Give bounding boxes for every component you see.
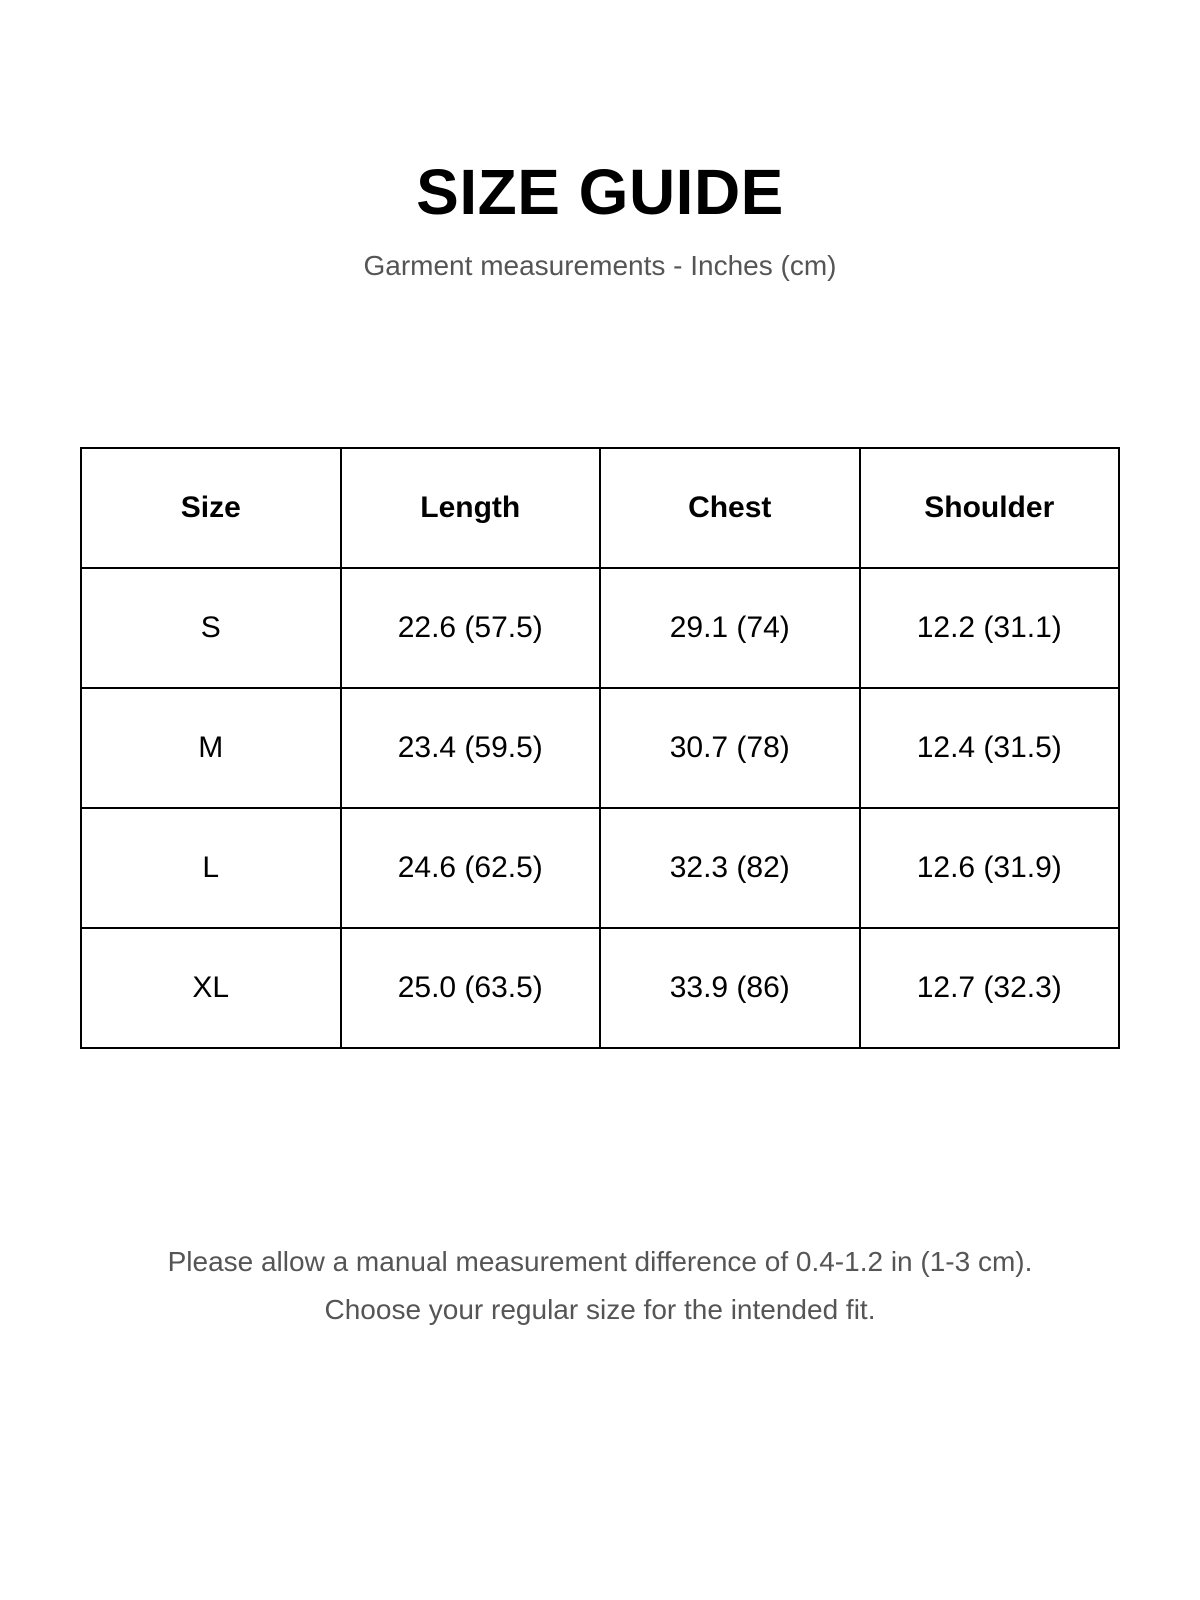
cell-shoulder: 12.4 (31.5) — [860, 688, 1120, 808]
cell-chest: 33.9 (86) — [600, 928, 860, 1048]
cell-length: 25.0 (63.5) — [341, 928, 601, 1048]
table-row — [81, 568, 1119, 688]
cell-length: 23.4 (59.5) — [341, 688, 601, 808]
header-shoulder: Shoulder — [860, 448, 1120, 568]
cell-size: M — [81, 688, 341, 808]
page-title: SIZE GUIDE — [416, 156, 784, 228]
table-row — [81, 928, 1119, 1048]
measurement-note: Please allow a manual measurement difference of 0.4-1.2 in (1-3 cm). — [167, 1246, 1033, 1277]
cell-chest: 29.1 (74) — [600, 568, 860, 688]
page-subtitle: Garment measurements - Inches (cm) — [363, 250, 837, 281]
header-length: Length — [341, 448, 601, 568]
cell-shoulder: 12.7 (32.3) — [860, 928, 1120, 1048]
cell-chest: 30.7 (78) — [600, 688, 860, 808]
cell-chest: 32.3 (82) — [600, 808, 860, 928]
header-size: Size — [81, 448, 341, 568]
cell-length: 24.6 (62.5) — [341, 808, 601, 928]
cell-size: L — [81, 808, 341, 928]
size-table — [80, 447, 1120, 1049]
fit-note: Choose your regular size for the intended fit. — [324, 1294, 876, 1325]
header-chest: Chest — [600, 448, 860, 568]
cell-shoulder: 12.2 (31.1) — [860, 568, 1120, 688]
cell-size: S — [81, 568, 341, 688]
cell-shoulder: 12.6 (31.9) — [860, 808, 1120, 928]
table-row — [81, 808, 1119, 928]
cell-length: 22.6 (57.5) — [341, 568, 601, 688]
cell-size: XL — [81, 928, 341, 1048]
table-row — [81, 688, 1119, 808]
table-header-row — [81, 448, 1119, 568]
